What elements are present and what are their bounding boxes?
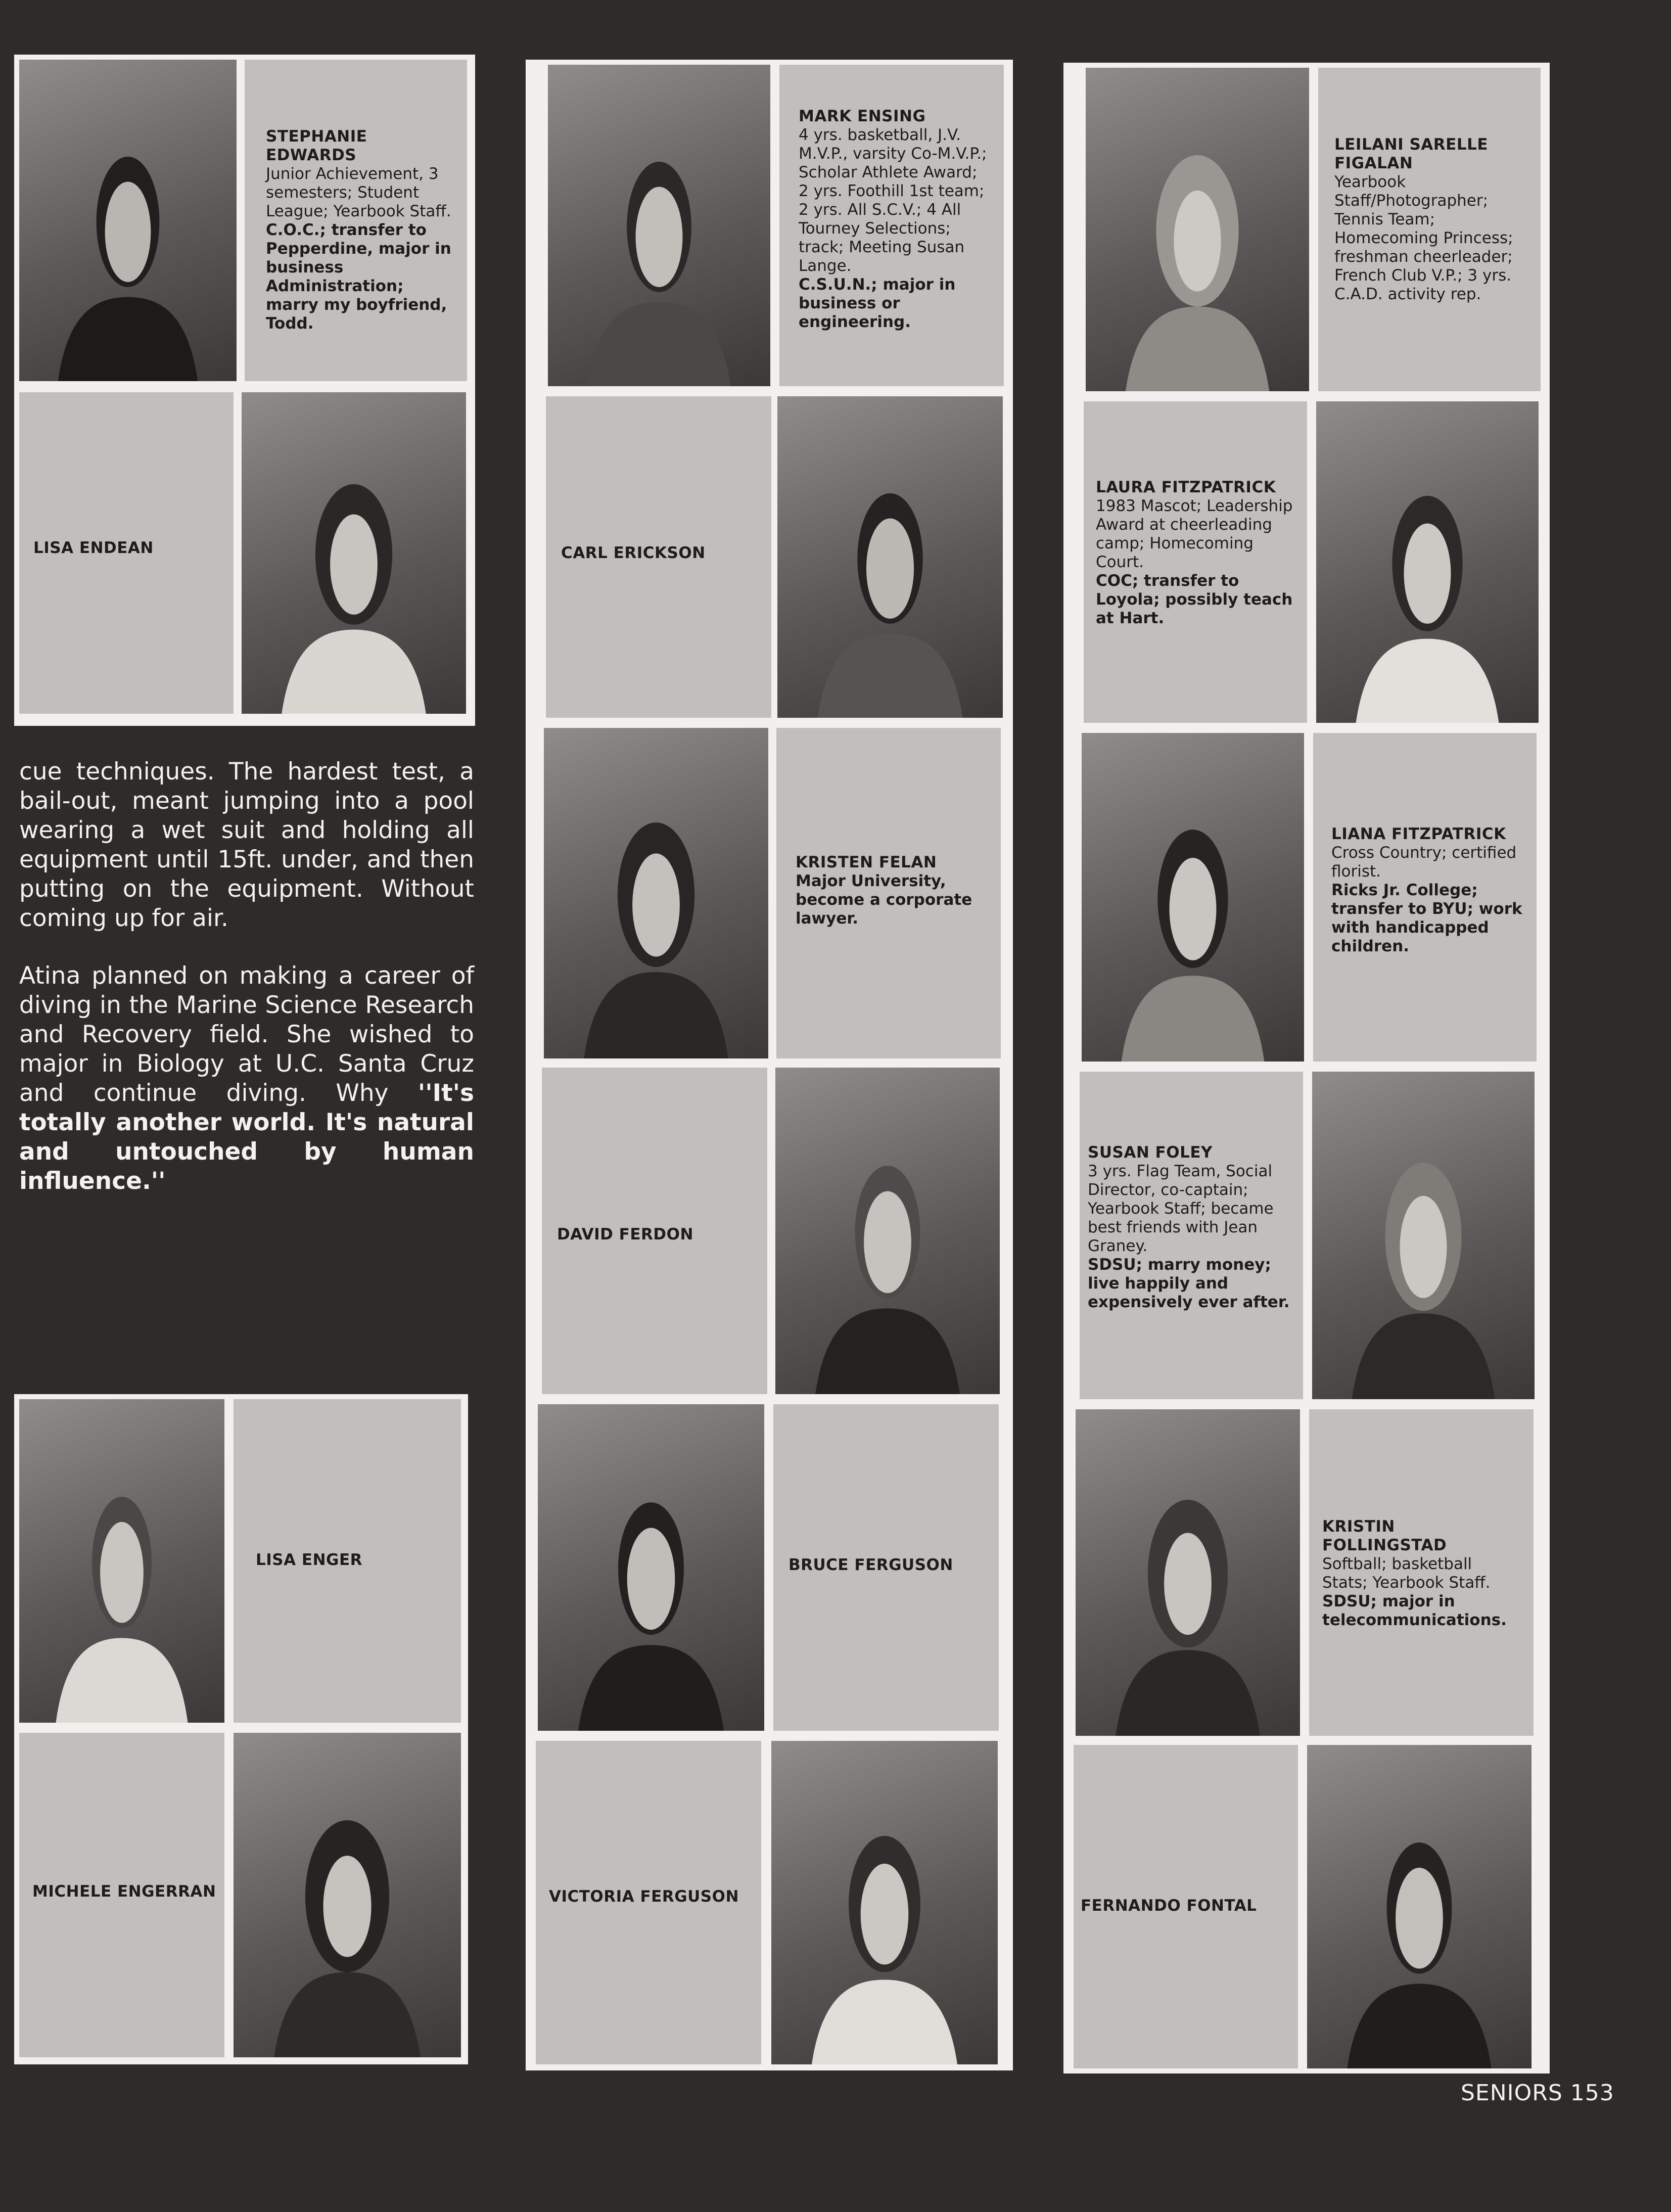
portrait-lisa-endean <box>242 392 466 714</box>
student-name: KRISTIN FOLLINGSTAD <box>1322 1517 1447 1554</box>
info-cell-laura-fitzpatrick <box>1084 401 1307 723</box>
student-name-carl-erickson: CARL ERICKSON <box>561 544 706 562</box>
student-plans: Ricks Jr. College; transfer to BYU; work with handicapped children. <box>1331 881 1522 955</box>
portrait-laura-fitzpatrick <box>1316 401 1539 723</box>
info-cell-lisa-endean <box>19 392 234 714</box>
portrait-silhouette-icon <box>1124 155 1271 391</box>
portrait-silhouette-icon <box>1113 1497 1262 1736</box>
portrait-silhouette-icon <box>582 817 730 1058</box>
info-cell-kristen-felan <box>776 728 1001 1058</box>
portrait-silhouette-icon <box>813 1156 961 1394</box>
student-name-bruce-ferguson: BRUCE FERGUSON <box>788 1556 953 1574</box>
info-mark-ensing <box>799 107 991 332</box>
student-activities: 1983 Mascot; Leadership Award at cheerleading camp; Homecoming Court. <box>1096 497 1293 571</box>
student-name-lisa-endean: LISA ENDEAN <box>33 539 154 557</box>
info-cell-stephanie-edwards <box>245 60 467 381</box>
portrait-silhouette-icon <box>1350 1160 1497 1399</box>
info-cell-susan-foley <box>1080 1072 1303 1399</box>
info-cell-david-ferdon <box>542 1068 767 1394</box>
info-cell-victoria-ferguson <box>536 1741 761 2064</box>
student-name-victoria-ferguson: VICTORIA FERGUSON <box>549 1887 739 1906</box>
student-name-david-ferdon: DAVID FERDON <box>557 1225 693 1243</box>
portrait-leilani-figalan <box>1086 68 1309 391</box>
portrait-susan-foley <box>1312 1072 1535 1399</box>
info-cell-leilani-figalan <box>1318 68 1541 391</box>
student-plans: Major University, become a corporate lawyer. <box>796 872 972 928</box>
student-plans: COC; transfer to Loyola; possibly teach at Hart. <box>1096 572 1293 627</box>
info-cell-bruce-ferguson <box>773 1404 999 1731</box>
portrait-fernando-fontal <box>1307 1745 1531 2068</box>
info-leilani-figalan <box>1334 135 1526 304</box>
student-name-michele-engerran: MICHELE ENGERRAN <box>32 1882 216 1901</box>
info-cell-liana-fitzpatrick <box>1313 733 1537 1062</box>
info-kristin-follingstad <box>1322 1517 1519 1630</box>
portrait-victoria-ferguson <box>771 1741 998 2064</box>
portrait-stephanie-edwards <box>19 60 237 381</box>
student-activities: Softball; basketball Stats; Yearbook Staff. <box>1322 1555 1491 1592</box>
story-paragraph-2 <box>19 961 474 1196</box>
portrait-silhouette-icon <box>810 1828 959 2064</box>
portrait-silhouette-icon <box>816 483 964 718</box>
portrait-silhouette-icon <box>1354 488 1501 723</box>
student-name: SUSAN FOLEY <box>1088 1143 1213 1162</box>
portrait-silhouette-icon <box>1120 822 1266 1062</box>
page-footer <box>1461 2080 1614 2106</box>
student-activities: 3 yrs. Flag Team, Social Director, co-captain; Yearbook Staff; became best friends with Jean Graney. <box>1088 1162 1274 1255</box>
student-plans: SDSU; major in telecommunications. <box>1322 1592 1507 1629</box>
student-name-fernando-fontal: FERNANDO FONTAL <box>1081 1897 1257 1915</box>
feature-story <box>19 757 474 1224</box>
story-paragraph-1: cue techniques. The hardest test, a bail-out, meant jumping into a pool wearing a wet suit and holding all equipment until 15ft. under, and then putting on the equipment. Without coming up for air. <box>19 758 474 932</box>
info-cell-kristin-follingstad <box>1309 1409 1534 1736</box>
portrait-silhouette-icon <box>272 1820 423 2057</box>
student-name: LEILANI SARELLE FIGALAN <box>1334 135 1489 172</box>
portrait-carl-erickson <box>777 396 1003 718</box>
info-liana-fitzpatrick <box>1331 825 1523 956</box>
portrait-kristen-felan <box>544 728 768 1058</box>
page-number: 153 <box>1570 2080 1614 2106</box>
portrait-david-ferdon <box>775 1068 1000 1394</box>
portrait-michele-engerran <box>234 1733 461 2057</box>
student-plans: C.S.U.N.; major in business or engineering. <box>799 275 956 331</box>
student-plans: SDSU; marry money; live happily and expensively ever after. <box>1088 1256 1290 1311</box>
info-cell-mark-ensing <box>779 65 1004 386</box>
portrait-silhouette-icon <box>54 1487 190 1723</box>
portrait-bruce-ferguson <box>538 1404 764 1731</box>
student-name: KRISTEN FELAN <box>796 853 937 871</box>
info-cell-lisa-enger <box>234 1399 461 1723</box>
portrait-silhouette-icon <box>576 1492 726 1731</box>
student-activities: 4 yrs. basketball, J.V. M.V.P., varsity Co-M.V.P.; Scholar Athlete Award; 2 yrs. Foothill 1st team; 2 yrs. All S.C.V.; 4 All Tourney Selections; track; Meeting Susan Lange. <box>799 126 987 275</box>
student-name: MARK ENSING <box>799 107 926 125</box>
portrait-silhouette-icon <box>56 147 200 381</box>
portrait-kristin-follingstad <box>1076 1409 1300 1736</box>
student-activities: Yearbook Staff/Photographer; Tennis Team; Homecoming Princess; freshman cheerleader; French Club V.P.; 3 yrs. C.A.D. activity rep. <box>1334 173 1513 303</box>
portrait-liana-fitzpatrick <box>1082 733 1304 1062</box>
info-cell-carl-erickson <box>546 396 771 718</box>
portrait-lisa-enger <box>19 1399 224 1723</box>
portrait-silhouette-icon <box>586 152 732 386</box>
info-cell-michele-engerran <box>19 1733 224 2057</box>
info-stephanie-edwards <box>266 127 458 333</box>
student-name-lisa-enger: LISA ENGER <box>256 1551 363 1569</box>
info-kristen-felan <box>796 853 988 928</box>
portrait-silhouette-icon <box>1345 1832 1493 2068</box>
info-cell-fernando-fontal <box>1074 1745 1298 2068</box>
story-paragraph-2-lead: Atina planned on making a career of diving in the Marine Science Research and Recovery field. She wished to major in Biology at U.C. Santa Cruz and continue diving. Why <box>19 962 474 1107</box>
student-name: LIANA FITZPATRICK <box>1331 825 1506 843</box>
story-quote: ''It's totally another world. It's natural and untouched by human influence.'' <box>19 1079 474 1195</box>
section-label: SENIORS <box>1461 2080 1563 2106</box>
student-plans: C.O.C.; transfer to Pepperdine, major in business Administration; marry my boyfriend, Todd. <box>266 221 451 333</box>
info-laura-fitzpatrick <box>1096 478 1293 628</box>
info-susan-foley <box>1088 1143 1290 1312</box>
student-activities: Junior Achievement, 3 semesters; Student League; Yearbook Staff. <box>266 165 451 220</box>
student-name: LAURA FITZPATRICK <box>1096 478 1276 496</box>
portrait-mark-ensing <box>548 65 770 386</box>
student-activities: Cross Country; certified florist. <box>1331 844 1517 881</box>
student-name: STEPHANIE EDWARDS <box>266 127 367 164</box>
portrait-silhouette-icon <box>280 479 428 714</box>
